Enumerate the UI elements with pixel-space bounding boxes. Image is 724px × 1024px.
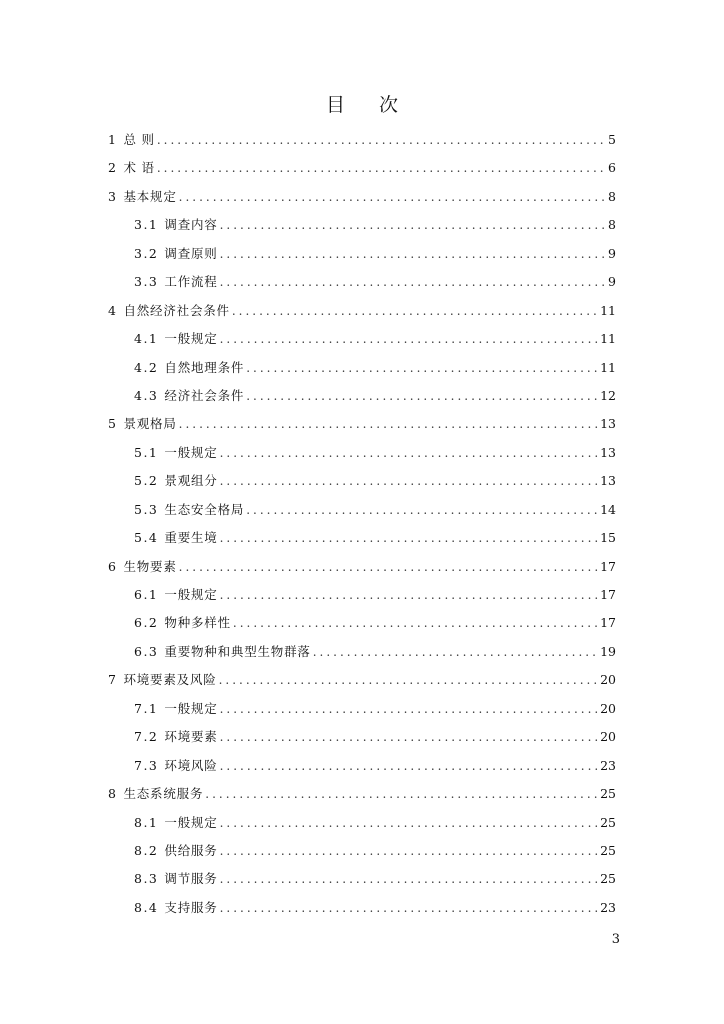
toc-entry[interactable] <box>108 897 616 925</box>
toc-dot-leader <box>220 527 599 549</box>
toc-dot-leader <box>157 157 606 179</box>
toc-entry-label <box>108 157 155 179</box>
toc-entry-number: 5.3 <box>134 501 159 517</box>
toc-entry-number: 3 <box>108 188 118 204</box>
toc-entry-number: 7 <box>108 672 118 688</box>
toc-entry-label <box>134 385 244 407</box>
toc-entry-page: 13 <box>600 416 616 432</box>
toc-dot-leader <box>220 584 599 606</box>
toc-entry-text: 重要生境 <box>164 530 218 546</box>
toc-entry-label <box>108 300 230 322</box>
toc-entry-label <box>134 612 231 634</box>
toc-entry-text: 生物要素 <box>123 558 177 574</box>
toc-dot-leader <box>157 129 606 151</box>
toc-entry-page: 6 <box>608 160 616 176</box>
toc-entry[interactable] <box>108 612 616 640</box>
toc-entry-number: 5 <box>108 416 118 432</box>
toc-entry[interactable] <box>108 499 616 527</box>
toc-entry[interactable] <box>108 157 616 185</box>
toc-entry-label <box>134 271 218 293</box>
toc-entry-page: 11 <box>600 302 616 318</box>
toc-entry[interactable] <box>108 726 616 754</box>
toc-entry-label <box>134 897 218 919</box>
toc-entry-number: 7.1 <box>134 700 159 716</box>
toc-entry-page: 13 <box>600 444 616 460</box>
toc-entry-label <box>134 641 311 663</box>
toc-entry[interactable] <box>108 556 616 584</box>
toc-entry-label <box>134 698 218 720</box>
toc-entry-page: 17 <box>600 615 616 631</box>
toc-entry-label <box>134 527 218 549</box>
toc-entry-number: 8.2 <box>134 842 159 858</box>
toc-entry-text: 供给服务 <box>164 842 218 858</box>
toc-dot-leader <box>220 897 599 919</box>
toc-entry-page: 20 <box>600 729 616 745</box>
toc-entry[interactable] <box>108 271 616 299</box>
toc-entry[interactable] <box>108 812 616 840</box>
toc-entry-text: 工作流程 <box>164 274 218 290</box>
toc-entry-number: 2 <box>108 160 118 176</box>
toc-entry-label <box>108 783 203 805</box>
toc-entry-text: 物种多样性 <box>164 615 231 631</box>
toc-entry[interactable] <box>108 669 616 697</box>
page-number: 3 <box>611 932 620 947</box>
toc-entry-page: 20 <box>600 700 616 716</box>
toc-dot-leader <box>313 641 598 663</box>
toc-entry-label <box>134 243 218 265</box>
toc-entry[interactable] <box>108 527 616 555</box>
toc-entry-label <box>134 755 218 777</box>
toc-entry-text: 一般规定 <box>164 444 218 460</box>
toc-dot-leader <box>220 698 599 720</box>
toc-entry[interactable] <box>108 641 616 669</box>
toc-dot-leader <box>246 357 598 379</box>
toc-entry[interactable] <box>108 442 616 470</box>
toc-entry-label <box>134 726 218 748</box>
toc-entry[interactable] <box>108 470 616 498</box>
toc-entry-number: 8 <box>108 786 118 802</box>
toc-entry-text: 一般规定 <box>164 587 218 602</box>
toc-entry-number: 4.2 <box>134 359 159 375</box>
toc-entry-page: 17 <box>600 558 616 574</box>
toc-entry-label <box>134 868 218 890</box>
toc-entry-label <box>108 129 155 151</box>
toc-entry-number: 8.1 <box>134 814 159 830</box>
toc-entry-page: 19 <box>600 643 616 659</box>
toc-dot-leader <box>220 271 606 293</box>
toc-entry-text: 生态安全格局 <box>164 501 245 517</box>
toc-entry-text: 调查内容 <box>164 217 218 233</box>
toc-entry-label <box>134 470 218 492</box>
toc-entry-page: 11 <box>600 331 616 347</box>
toc-entry-page: 11 <box>600 359 616 375</box>
toc-entry-number: 4.3 <box>134 387 159 403</box>
toc-entry-number: 4.1 <box>134 331 159 347</box>
toc-entry-text: 自然地理条件 <box>164 359 245 375</box>
toc-entry-label <box>134 442 218 464</box>
toc-entry-page: 15 <box>600 530 616 546</box>
toc-entry-number: 8.3 <box>134 871 159 887</box>
toc-entry[interactable] <box>108 300 616 328</box>
toc-entry-text: 经济社会条件 <box>164 387 245 403</box>
toc-entry-number: 6.3 <box>134 643 159 659</box>
toc-entry-text: 一般规定 <box>164 331 218 347</box>
toc-entry-label <box>108 669 217 691</box>
toc-entry[interactable] <box>108 129 616 157</box>
toc-entry-page: 9 <box>608 245 616 261</box>
toc-entry-label <box>134 840 218 862</box>
toc-entry-text: 环境要素 <box>164 729 218 745</box>
toc-dot-leader <box>179 413 598 435</box>
toc-entry[interactable] <box>108 413 616 441</box>
toc-entry-number: 4 <box>108 302 118 318</box>
toc-dot-leader <box>220 812 599 834</box>
toc-entry-number: 3.1 <box>134 217 159 233</box>
toc-entry-number: 7.3 <box>134 757 159 773</box>
toc-dot-leader <box>220 868 599 890</box>
toc-entry-number: 5.2 <box>134 473 159 489</box>
toc-entry[interactable] <box>108 385 616 413</box>
toc-entry-text: 景观组分 <box>164 473 218 489</box>
toc-entry-page: 14 <box>600 501 616 517</box>
toc-entry-page: 25 <box>600 871 616 887</box>
toc-entry[interactable] <box>108 328 616 356</box>
toc-entry[interactable] <box>108 868 616 896</box>
toc-entry-page: 5 <box>608 132 616 147</box>
toc-entry-text: 基本规定 <box>123 188 177 204</box>
toc-dot-leader <box>219 669 599 691</box>
toc-dot-leader <box>179 556 598 578</box>
toc-entry-text: 景观格局 <box>123 416 177 432</box>
toc-entry-number: 8.4 <box>134 899 159 915</box>
toc-entry-page: 25 <box>600 786 616 802</box>
toc-entry[interactable] <box>108 755 616 783</box>
toc-entry-label <box>108 556 177 578</box>
toc-entry-page: 23 <box>600 899 616 915</box>
toc-entry[interactable] <box>108 357 616 385</box>
toc-dot-leader <box>220 755 599 777</box>
toc-dot-leader <box>220 840 599 862</box>
toc-entry-text: 术 语 <box>123 160 155 176</box>
toc-entry-number: 6.1 <box>134 587 159 602</box>
table-of-contents <box>108 129 616 925</box>
toc-dot-leader <box>205 783 598 805</box>
toc-entry[interactable] <box>108 243 616 271</box>
toc-entry-page: 9 <box>608 274 616 290</box>
toc-dot-leader <box>220 328 599 350</box>
toc-entry-text: 生态系统服务 <box>123 786 204 802</box>
toc-entry-label <box>134 499 244 521</box>
toc-entry-number: 1 <box>108 132 118 147</box>
toc-dot-leader <box>246 499 598 521</box>
toc-entry[interactable] <box>108 840 616 868</box>
toc-entry-number: 7.2 <box>134 729 159 745</box>
toc-entry[interactable] <box>108 214 616 242</box>
toc-entry-number: 5.4 <box>134 530 159 546</box>
toc-dot-leader <box>232 300 598 322</box>
toc-entry-text: 调节服务 <box>164 871 218 887</box>
toc-dot-leader <box>220 726 599 748</box>
toc-entry-page: 8 <box>608 217 616 233</box>
toc-entry-label <box>134 584 218 606</box>
toc-entry-text: 一般规定 <box>164 814 218 830</box>
toc-entry-page: 12 <box>600 387 616 403</box>
toc-dot-leader <box>179 186 606 208</box>
toc-entry-number: 3.2 <box>134 245 159 261</box>
page-title: 目 次 <box>325 94 413 116</box>
toc-dot-leader <box>233 612 598 634</box>
toc-entry-page: 25 <box>600 814 616 830</box>
toc-entry-text: 总 则 <box>123 132 155 147</box>
toc-entry-page: 20 <box>600 672 616 688</box>
toc-entry-page: 17 <box>600 587 616 602</box>
toc-entry-label <box>108 186 177 208</box>
toc-entry-number: 5.1 <box>134 444 159 460</box>
toc-entry-label <box>108 413 177 435</box>
toc-dot-leader <box>220 243 606 265</box>
toc-entry-number: 6 <box>108 558 118 574</box>
toc-entry-label <box>134 328 218 350</box>
toc-entry[interactable] <box>108 186 616 214</box>
toc-entry[interactable] <box>108 783 616 811</box>
toc-entry-page: 13 <box>600 473 616 489</box>
toc-entry-text: 重要物种和典型生物群落 <box>164 643 311 659</box>
toc-entry-text: 自然经济社会条件 <box>123 302 230 318</box>
toc-dot-leader <box>220 442 599 464</box>
toc-entry[interactable] <box>108 584 616 612</box>
toc-entry[interactable] <box>108 698 616 726</box>
toc-entry-text: 调查原则 <box>164 245 218 261</box>
toc-entry-page: 25 <box>600 842 616 858</box>
toc-dot-leader <box>220 470 599 492</box>
toc-entry-text: 环境要素及风险 <box>123 672 217 688</box>
toc-dot-leader <box>246 385 598 407</box>
toc-dot-leader <box>220 214 606 236</box>
toc-entry-text: 一般规定 <box>164 700 218 716</box>
toc-entry-page: 23 <box>600 757 616 773</box>
toc-entry-page: 8 <box>608 188 616 204</box>
toc-entry-label <box>134 812 218 834</box>
toc-entry-number: 6.2 <box>134 615 159 631</box>
toc-entry-number: 3.3 <box>134 274 159 290</box>
toc-entry-text: 环境风险 <box>164 757 218 773</box>
toc-entry-label <box>134 214 218 236</box>
toc-entry-text: 支持服务 <box>164 899 218 915</box>
toc-entry-label <box>134 357 244 379</box>
